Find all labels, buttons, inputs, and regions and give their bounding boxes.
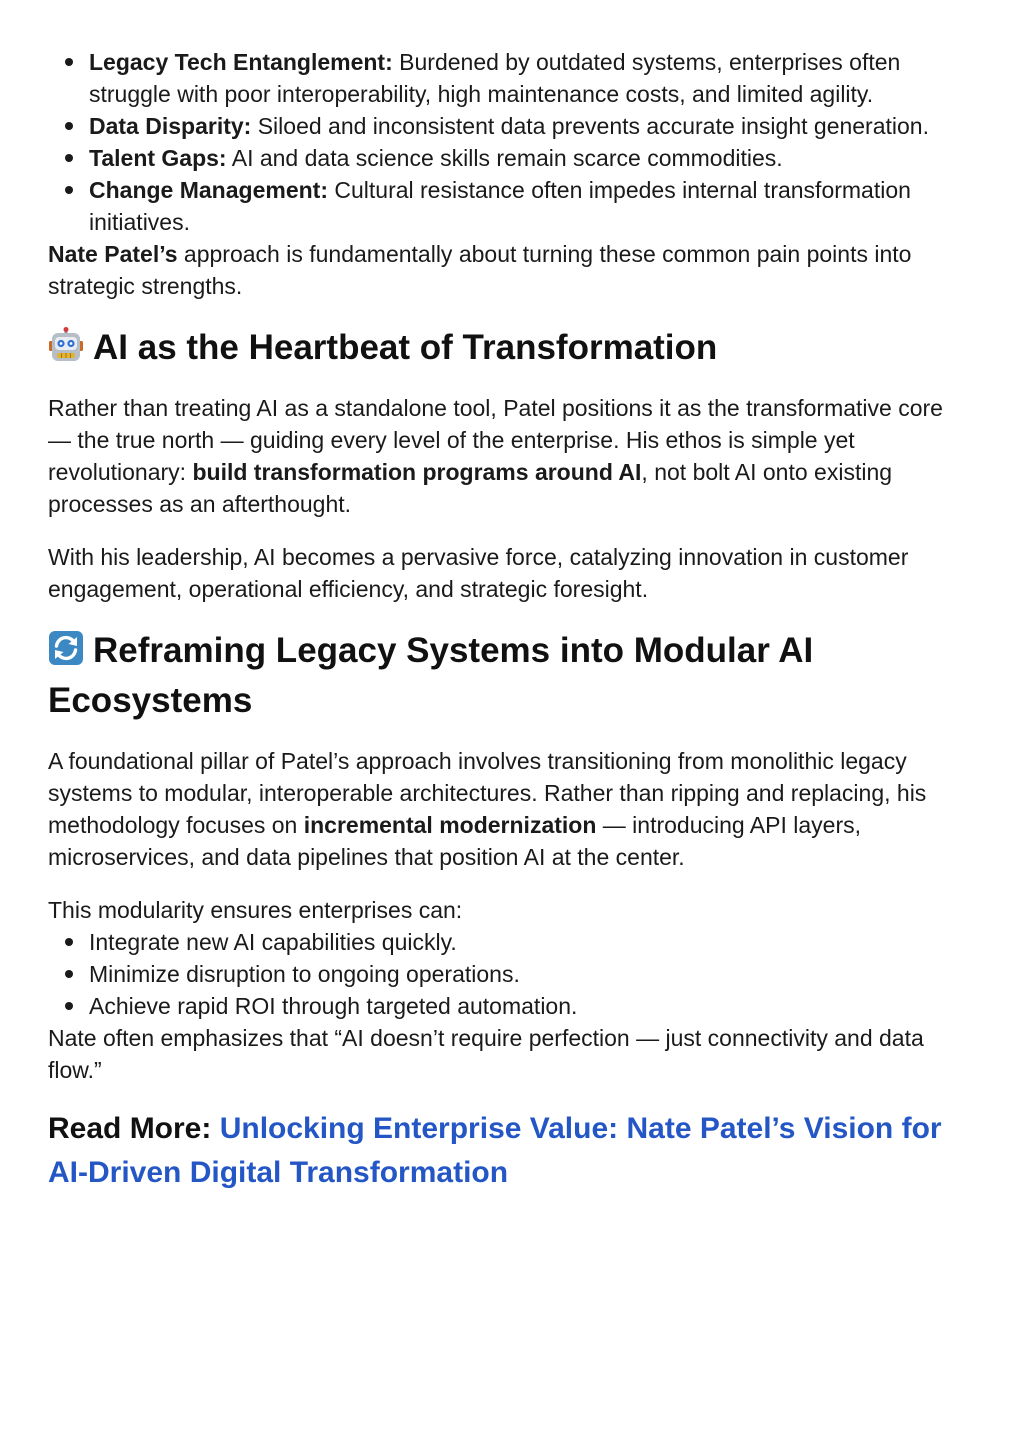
section2-paragraph-2: This modularity ensures enterprises can: [48, 897, 463, 923]
intro-paragraph [48, 238, 968, 302]
list-item [89, 142, 968, 174]
list-item: Achieve rapid ROI through targeted automation. [89, 990, 968, 1022]
robot-emoji-icon [48, 327, 84, 363]
read-more-label: Read More: [48, 1112, 220, 1145]
list-item [89, 110, 968, 142]
section2-quote-paragraph: Nate often emphasizes that “AI doesn’t require perfection — just connectivity and data flow.” [48, 1025, 924, 1083]
paragraph-text: — introducing API layers, microservices, and data pipelines that position AI at the center. [48, 812, 862, 870]
section1-paragraph-2: With his leadership, AI becomes a pervasive force, catalyzing innovation in customer engagement, operational efficiency, and strategic foresight. [48, 544, 909, 602]
refresh-arrows-icon [48, 630, 84, 666]
challenge-title: Legacy Tech Entanglement: [89, 49, 393, 75]
intro-text: approach is fundamentally about turning these common pain points into strategic strengths. [48, 241, 912, 299]
paragraph-emphasis: build transformation programs around AI [192, 459, 642, 485]
paragraph-text: , not bolt AI onto existing processes as an afterthought. [48, 459, 893, 517]
challenge-title: Data Disparity: [89, 113, 252, 139]
read-more-link[interactable]: Unlocking Enterprise Value: Nate Patel’s Vision for AI-Driven Digital Transformation [48, 1112, 942, 1189]
challenge-title: Change Management: [89, 177, 328, 203]
section-heading-heartbeat [48, 323, 968, 373]
section2-paragraph-1 [48, 745, 968, 873]
section-title: AI as the Heartbeat of Transformation [93, 328, 718, 367]
modularity-benefits-list [48, 926, 968, 1022]
paragraph-text: Rather than treating AI as a standalone tool, Patel positions it as the transformative core — the true north — guiding every level of the enterprise. His ethos is simple yet revolutionary: [48, 395, 943, 485]
section-heading-reframing [48, 626, 968, 726]
section-title: Reframing Legacy Systems into Modular AI Ecosystems [48, 631, 814, 720]
list-item: Minimize disruption to ongoing operations. [89, 958, 968, 990]
list-item [89, 174, 968, 238]
list-item: Integrate new AI capabilities quickly. [89, 926, 968, 958]
intro-name: Nate Patel’s [48, 241, 178, 267]
read-more [48, 1107, 968, 1195]
challenges-list [48, 46, 968, 238]
challenge-text: AI and data science skills remain scarce commodities. [226, 145, 783, 171]
paragraph-emphasis: incremental modernization [303, 812, 597, 838]
list-item [89, 46, 968, 110]
section1-paragraph-1 [48, 392, 968, 520]
paragraph-text: A foundational pillar of Patel’s approach involves transitioning from monolithic legacy systems to modular, interoperable architectures. Rather than ripping and replacing, his methodology focuses on [48, 748, 927, 838]
challenge-title: Talent Gaps: [89, 145, 227, 171]
challenge-text: Cultural resistance often impedes internal transformation initiatives. [89, 177, 911, 235]
challenge-text: Burdened by outdated systems, enterprises often struggle with poor interoperability, high maintenance costs, and limited agility. [89, 49, 901, 107]
challenge-text: Siloed and inconsistent data prevents accurate insight generation. [251, 113, 929, 139]
